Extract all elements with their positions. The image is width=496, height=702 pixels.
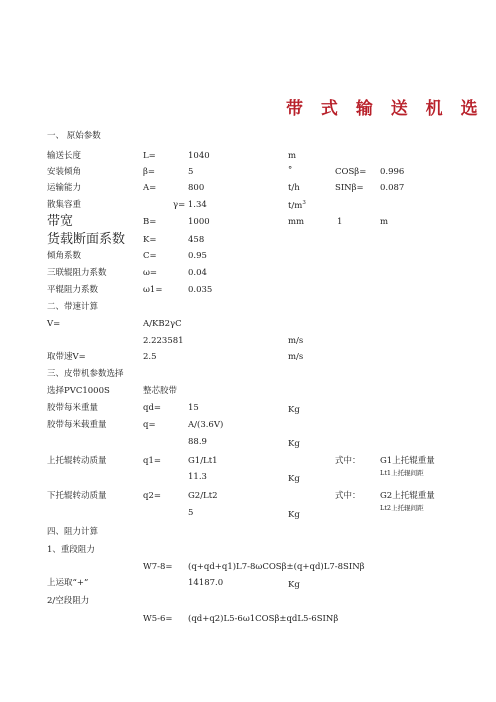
w78-symbol: W7-8= xyxy=(143,562,173,572)
cos-value: 0.996 xyxy=(380,167,405,177)
capacity-value: 800 xyxy=(188,183,205,193)
q-value: 88.9 xyxy=(188,437,207,447)
capacity-unit: t/h xyxy=(288,183,300,193)
angle-coef-symbol: C= xyxy=(143,251,157,261)
density-unit: $t/m^3$ xyxy=(288,200,306,211)
take-speed-value: 2.5 xyxy=(143,352,157,362)
belt-select-type: 整芯胶带 xyxy=(143,386,178,396)
q-symbol: q= xyxy=(143,420,156,430)
flat-roller-symbol: ω1= xyxy=(143,285,163,295)
angle-value: 5 xyxy=(188,167,194,177)
q1-note-spacing: Lt1上托辊间距 xyxy=(380,469,424,477)
q2-value: 5 xyxy=(188,508,194,518)
q1-label: 上托辊转动质量 xyxy=(47,456,107,466)
triple-roller-value: 0.04 xyxy=(188,268,207,278)
length-label: 输送长度 xyxy=(47,151,82,161)
w56-symbol: W5-6= xyxy=(143,614,173,624)
angle-coef-label: 倾角系数 xyxy=(47,251,82,261)
speed-formula: A/KB2γC xyxy=(143,319,182,329)
angle-symbol: β= xyxy=(143,167,156,177)
length-unit: m xyxy=(288,151,297,161)
flat-roller-value: 0.035 xyxy=(188,285,213,295)
q-label: 胶带每米载重量 xyxy=(47,420,107,430)
angle-unit: ° xyxy=(288,165,293,175)
q1-value: 11.3 xyxy=(188,472,207,482)
q2-note-weight: G2上托辊重量 xyxy=(380,491,435,501)
width-symbol: B= xyxy=(143,217,157,227)
q2-label: 下托辊转动质量 xyxy=(47,491,107,501)
width-unit: mm xyxy=(288,217,305,227)
belt-select-label: 选择PVC1000S xyxy=(47,386,110,396)
w78-formula: (q+qd+q1)L7-8ωCOSβ±(q+qd)L7-8SINβ xyxy=(188,562,365,572)
sin-value: 0.087 xyxy=(380,183,405,193)
q1-formula: G1/Lt1 xyxy=(188,456,218,466)
q-unit: Kg xyxy=(288,439,300,449)
heavy-section-title: 1、重段阻力 xyxy=(47,545,95,555)
density-label: 散集容重 xyxy=(47,200,82,210)
q-formula: A/(3.6V) xyxy=(188,420,224,430)
triple-roller-label: 三联辊阻力系数 xyxy=(47,268,107,278)
speed-value: 2.223581 xyxy=(143,336,184,346)
length-symbol: L= xyxy=(143,151,156,161)
section-heading-speed: 二、带速计算 xyxy=(47,302,99,312)
q2-formula: G2/Lt2 xyxy=(188,491,218,501)
section-coef-value: 458 xyxy=(188,235,205,245)
width-value: 1000 xyxy=(188,217,210,227)
speed-label: V= xyxy=(47,319,61,329)
speed-unit: m/s xyxy=(288,336,304,346)
sin-label: SINβ= xyxy=(335,183,364,193)
section-heading-resistance: 四、阻力计算 xyxy=(47,527,99,537)
q2-note-label: 式中： xyxy=(335,491,361,501)
triple-roller-symbol: ω= xyxy=(143,268,158,278)
uphill-note: 上运取“+” xyxy=(47,578,89,588)
qd-unit: Kg xyxy=(288,405,300,415)
section-coef-symbol: K= xyxy=(143,235,157,245)
qd-label: 胶带每米重量 xyxy=(47,403,99,413)
q1-unit: Kg xyxy=(288,474,300,484)
width-label: 带宽 xyxy=(47,214,74,229)
section-coef-label: 货载断面系数 xyxy=(47,232,126,247)
density-symbol-value: γ= 1.34 xyxy=(173,200,207,210)
width-m-unit: m xyxy=(380,217,389,227)
page-title: 带 式 输 送 机 选 xyxy=(286,99,484,119)
take-speed-label: 取带速V= xyxy=(47,352,86,362)
q1-symbol: q1= xyxy=(143,456,161,466)
empty-section-title: 2/空段阻力 xyxy=(47,596,90,606)
qd-value: 15 xyxy=(188,403,199,413)
section-heading-params: 一、 原始参数 xyxy=(47,131,101,141)
capacity-symbol: A= xyxy=(143,183,157,193)
take-speed-unit: m/s xyxy=(288,352,304,362)
section-heading-belt: 三、皮带机参数选择 xyxy=(47,369,124,379)
q1-note-weight: G1上托辊重量 xyxy=(380,456,435,466)
length-value: 1040 xyxy=(188,151,210,161)
capacity-label: 运输能力 xyxy=(47,183,82,193)
cos-label: COSβ= xyxy=(335,167,367,177)
w78-value: 14187.0 xyxy=(188,578,224,588)
w78-unit: Kg xyxy=(288,580,300,590)
q1-note-label: 式中： xyxy=(335,456,361,466)
q2-unit: Kg xyxy=(288,510,300,520)
flat-roller-label: 平辊阻力系数 xyxy=(47,285,99,295)
q2-symbol: q2= xyxy=(143,491,161,501)
q2-note-spacing: Lt2上托辊间距 xyxy=(380,504,424,512)
angle-label: 安装倾角 xyxy=(47,167,82,177)
w56-formula: (qd+q2)L5-6ω1COSβ±qdL5-6SINβ xyxy=(188,614,339,624)
qd-symbol: qd= xyxy=(143,403,162,413)
width-m-value: 1 xyxy=(337,217,343,227)
angle-coef-value: 0.95 xyxy=(188,251,207,261)
